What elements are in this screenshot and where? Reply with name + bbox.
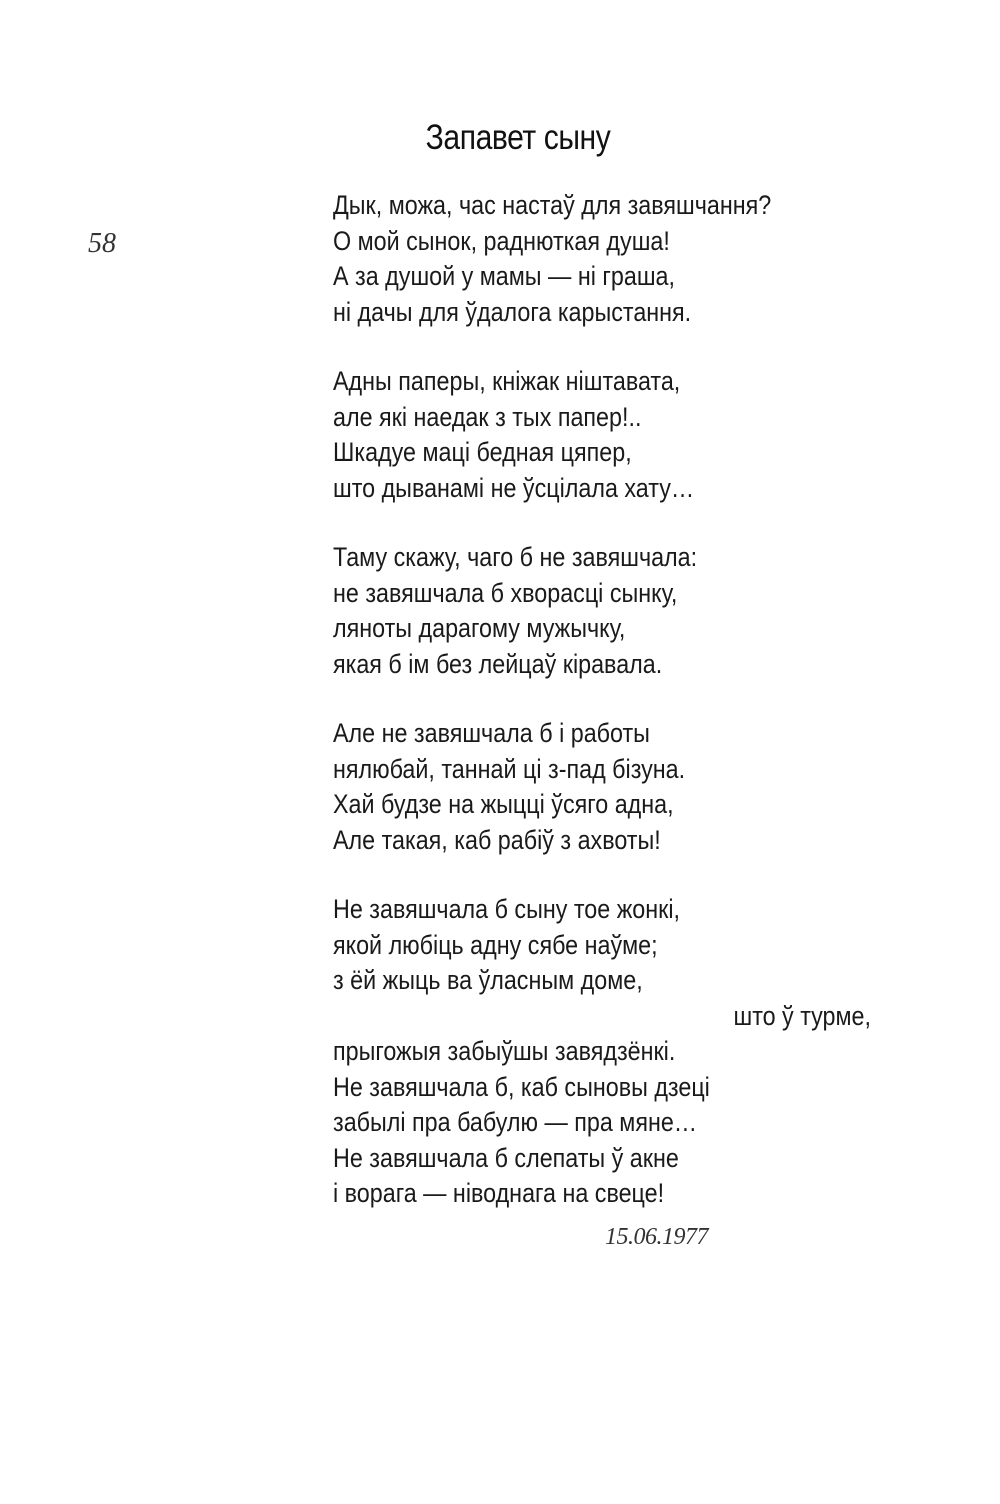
poem-line: прыгожыя забыўшы завядзёнкі.	[333, 1036, 676, 1066]
stanza	[333, 540, 853, 682]
poem-line: не завяшчала б хворасці сынку,	[333, 577, 678, 608]
poem-date: 15.06.1977	[605, 1224, 708, 1250]
poem-line: нялюбай, таннай ці з-пад бізуна.	[333, 753, 686, 784]
poem-line: што дыванамі не ўсцілала хату…	[333, 472, 695, 503]
poem-line: О мой сынок, раднюткая душа!	[333, 225, 670, 256]
poem-line: Хай будзе на жыцці ўсяго адна,	[333, 789, 674, 819]
stanza	[333, 716, 853, 858]
poem-line: Таму скажу, чаго б не завяшчала:	[333, 542, 698, 572]
poem-line: Не завяшчала б сыну тое жонкі,	[333, 894, 681, 924]
poem-title: Запавет сыну	[425, 118, 611, 157]
page-number: 58	[88, 228, 116, 259]
poem-line: забылі пра бабулю — пра мяне…	[333, 1107, 698, 1137]
poem-line: і ворага — ніводнага на свеце!	[333, 1178, 665, 1208]
poem-line-indented: што ў турме,	[733, 1000, 871, 1031]
poem-line: Адны паперы, кніжак ніштавата,	[333, 366, 681, 396]
poem-line: Але такая, каб рабіў з ахвоты!	[333, 824, 661, 855]
stanza	[333, 188, 853, 330]
poem-line: Але не завяшчала б і работы	[333, 718, 650, 748]
poem-line: але які наедак з тых папер!..	[333, 401, 642, 432]
poem-line: якой любіць адну сябе наўме;	[333, 929, 658, 960]
poem-line: з ёй жыць ва ўласным доме,	[333, 965, 643, 995]
poem-body	[333, 188, 871, 1246]
poem-line: ні дачы для ўдалога карыстання.	[333, 296, 692, 327]
poem-line: А за душой у мамы — ні граша,	[333, 261, 675, 291]
poem-line: Дык, можа, час настаў для завяшчання?	[333, 190, 772, 220]
poem-line: Не завяшчала б, каб сыновы дзеці	[333, 1071, 710, 1102]
stanza	[333, 364, 853, 506]
poem-line: ляноты дарагому мужычку,	[333, 613, 626, 643]
poem-line: Не завяшчала б слепаты ў акне	[333, 1142, 679, 1173]
stanza	[333, 892, 871, 1212]
poem-line: якая б ім без лейцаў кіравала.	[333, 648, 663, 679]
poem-line: Шкадуе маці бедная цяпер,	[333, 437, 632, 467]
